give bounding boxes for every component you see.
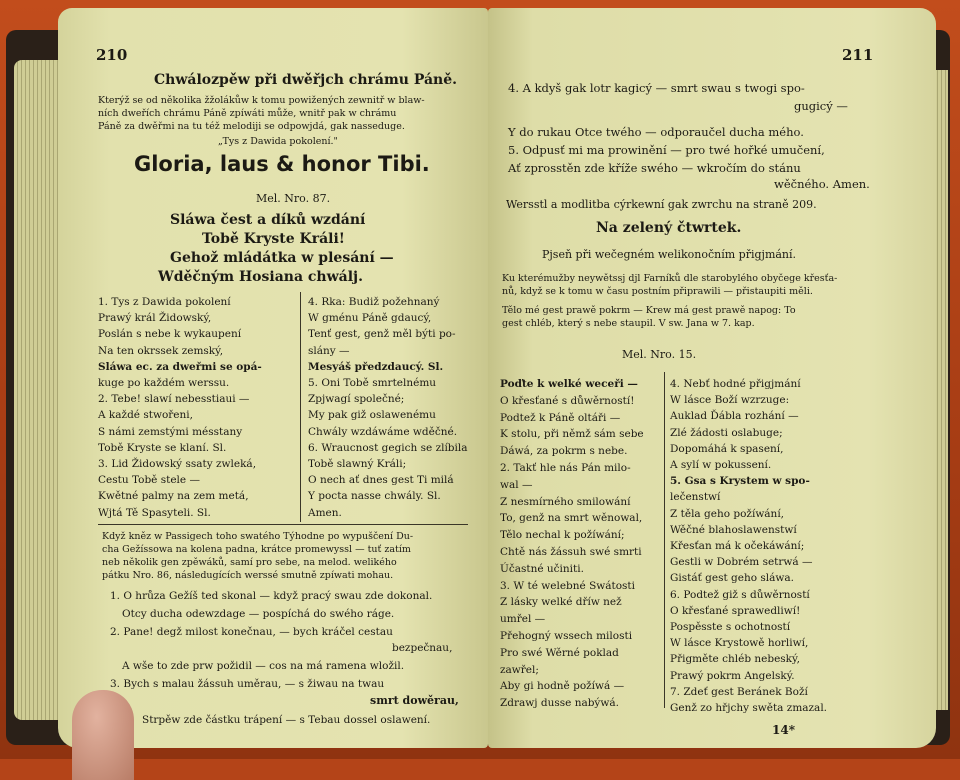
reference-note: Wersstl a modlitba cýrkewní gak zwrchu na straně 209. [506,198,817,211]
column-line: Auklad Ďábla rozhání — [670,410,799,423]
column-line: Wjtá Tě Spasyteli. Sl. [98,506,211,519]
song-intro-line: Tělo mé gest prawě pokrm — Krew má gest prawě napog: To [502,305,796,316]
column-line: Tenť gest, genž měl býti po- [308,328,456,341]
column-line: O křesťané s důwěrností! [500,394,635,407]
column-line: 1. Tys z Dawida pokolení [98,296,231,308]
column-line: zawřel; [500,663,539,676]
verse-line: 3. Bych s malau žássuh uměrau, — s žiwau na twau [110,678,385,690]
page-stack-left [14,60,64,720]
section-rule [98,524,468,525]
column-line: Aby gi hodně požíwá — [500,680,625,693]
column-line: Wěčné blahoslawenstwí [670,523,797,536]
column-line: Mesyáš předzdaucý. Sl. [308,360,444,373]
column-line: Sláwa ec. za dweřmi se opá- [98,360,262,373]
signature-mark: 14* [772,723,795,737]
column-line: Poďte k welké weceři — [500,378,638,390]
column-line: Podtež k Páně oltáři — [500,411,621,424]
column-line: Na ten okrssek zemský, [98,344,224,357]
column-line: 2. Takť hle nás Pán milo- [500,462,631,474]
verse-line: smrt dowěrau, [370,694,459,707]
column-line: 7. Zdeť gest Beránek Boží [670,685,808,698]
verse-line: wěčného. Amen. [774,177,870,191]
column-line: Dáwá, za pokrm s nebe. [500,445,628,458]
column-line: 4. Nebť hodné přigjmání [670,378,801,390]
verse-line: Ať zprosstěn zde kříže swého — wkročím do stánu [508,161,801,175]
page-heading: Chwálozpěw při dwěřjch chrámu Páně. [154,72,457,88]
day-heading: Na zelený čtwrtek. [596,220,742,236]
column-line: umřel — [500,613,546,626]
intro-line: Páně za dwěřmi na tu též melodiji se odpowjdá, gak nasseduge. [98,121,405,132]
column-line: 5. Gsa s Krystem w spo- [670,475,810,488]
column-divider [300,292,301,522]
column-line: Zdrawj dusse nabýwá. [500,697,619,710]
song-intro-line: nů, když se k tomu w času postním připrawili — přistaupiti měli. [502,286,813,297]
column-line: Pospěsste s ochotností [670,621,791,633]
column-line: Amen. [308,506,342,519]
column-line: Poslán s nebe k wykaupení [98,328,242,341]
melody-ref: Mel. Nro. 15. [622,348,697,361]
right-page [488,8,936,748]
column-line: wal — [500,478,533,491]
column-divider [664,372,665,708]
latin-title: Gloria, laus & honor Tibi. [134,152,430,176]
column-line: 5. Oni Tobě smrtelnému [308,377,437,389]
column-line: Tobě slawný Králi; [308,458,407,470]
column-line: lečenstwí [670,491,721,504]
column-line: Zlé žádosti oslabuge; [670,426,783,439]
column-line: To, genž na smrt wěnowal, [500,512,643,525]
column-line: Chtě nás žássuh swé smrti [500,546,642,558]
verse-line: A wše to zde prw požidil — cos na má ramena wložil. [122,660,405,672]
column-line: Pro swé Wěrné poklad [500,646,619,659]
melody-ref: Mel. Nro. 87. [256,192,331,205]
column-line: W lásce Boží wzrzuge: [670,394,790,407]
column-line: Prawý pokrm Angelský. [670,669,795,682]
intro-quote: „Tys z Dawida pokolení." [218,136,338,147]
column-line: Zpjwagí společné; [308,393,405,406]
left-page [58,8,488,748]
column-line: Křesťan má k očekáwání; [670,540,805,552]
verse-line: Otcy ducha odewzdage — pospíchá do swého ráge. [122,608,395,620]
verse-line: Y do rukau Otce twého — odporaučel ducha mého. [508,125,804,139]
column-line: Z lásky welké dříw než [500,596,622,609]
column-line: Genž zo hřjchy swěta zmazal. [670,702,828,714]
column-line: W gménu Páně gdaucý, [308,312,432,325]
column-line: Prawý král Židowský, [98,312,212,325]
column-line: Z těla geho požíwání, [670,507,785,520]
verse-line: Strpěw zde částku trápení — s Tebau dossel oslawení. [142,714,431,726]
verse-line: 2. Pane! degž milost konečnau, — bych kráčel cestau [110,626,393,638]
verse-line: 1. O hrůza Gežíš ted skonal — když pracý swau zde dokonal. [110,590,433,602]
column-line: Účastné učiniti. [500,562,584,575]
page-number: 211 [842,46,874,64]
song-intro-line: gest chléb, který s nebe staupil. V sw. Jana w 7. kap. [502,318,755,329]
column-line: Dopomáhá k spasení, [670,442,784,455]
column-line: A sylí w pokussení. [670,459,772,471]
column-line: slány — [308,344,350,357]
verse-line: bezpečnau, [392,642,453,654]
verse-line: 4. A kdyš gak lotr kagicý — smrt swau s twogi spo- [508,81,805,95]
column-line: O nech ať dnes gest Ti milá [308,474,454,487]
instruction-line: neb několik gen zpěwáků, samí pro sebe, na melod. welikého [102,557,397,568]
column-line: Kwětné palmy na zem metá, [98,490,249,503]
column-line: My pak giž oslawenému [308,409,436,422]
refrain-line: Wděčným Hosiana chwálj. [158,269,363,285]
column-line: 3. Lid Židowský ssaty zwleká, [98,458,257,470]
column-line: 2. Tebe! slawí nebesstiaui — [98,393,250,406]
column-line: S námi zemstými mésstany [98,425,243,438]
column-line: Přigměte chléb nebeský, [670,653,800,666]
column-line: O křesťané sprawedliwí! [670,604,801,617]
column-line: Y pocta nasse chwály. Sl. [308,490,441,503]
column-line: Gistáť gest geho sláwa. [670,572,795,585]
refrain-line: Gehož mládátka w plesání — [170,250,394,266]
instruction-line: Když kněz w Passigech toho swatého Týhodne po wypuščení Du- [102,531,414,542]
column-line: Tělo nechal k požíwání; [500,529,625,542]
column-line: 6. Wraucnost gegich se zlíbila [308,441,468,454]
verse-line: 5. Odpusť mi ma prowinění — pro twé hořké umučení, [508,143,825,157]
column-line: A každé stwořeni, [98,409,193,422]
verse-line: gugicý — [794,99,848,113]
column-line: Chwály wzdáwáme wděčné. [308,425,458,438]
song-intro-line: Ku kterémužby neywětssj djl Farníků dle starobylého obyčege křesťa- [502,273,838,284]
column-line: K stolu, při němž sám sebe [500,428,644,441]
column-line: 3. W té welebné Swátosti [500,579,636,592]
column-line: W lásce Krystowě horliwí, [670,637,809,650]
column-line: Cestu Tobě stele — [98,474,200,487]
page-number: 210 [96,46,128,64]
song-title: Pjseň při wečegném welikonočním přigjmání. [542,248,797,261]
instruction-line: pátku Nro. 86, následugících werssé smutně zpíwati mohau. [102,570,394,581]
column-line: 6. Podtež giž s důwěrností [670,588,810,601]
thumb [72,690,134,780]
column-line: Tobě Kryste se klaní. Sl. [98,441,227,454]
intro-line: ních dweřích chrámu Páně zpíwáti může, wnitř pak w chrámu [98,108,397,119]
instruction-line: cha Gežíssowa na kolena padna, krátce promewyssl — tuť zatím [102,544,411,555]
refrain-line: Sláwa čest a díků wzdání [170,212,366,228]
column-line: Z nesmírného smilowání [500,495,631,508]
column-line: 4. Rka: Budiž požehnaný [308,296,440,308]
intro-line: Kterýž se od několika žžolákůw k tomu powižených zewnitř w blaw- [98,95,425,106]
refrain-line: Tobě Kryste Králi! [202,231,345,247]
column-line: Gestli w Dobrém setrwá — [670,556,813,569]
column-line: Přehogný wssech milosti [500,630,633,642]
column-line: kuge po každém werssu. [98,377,230,389]
